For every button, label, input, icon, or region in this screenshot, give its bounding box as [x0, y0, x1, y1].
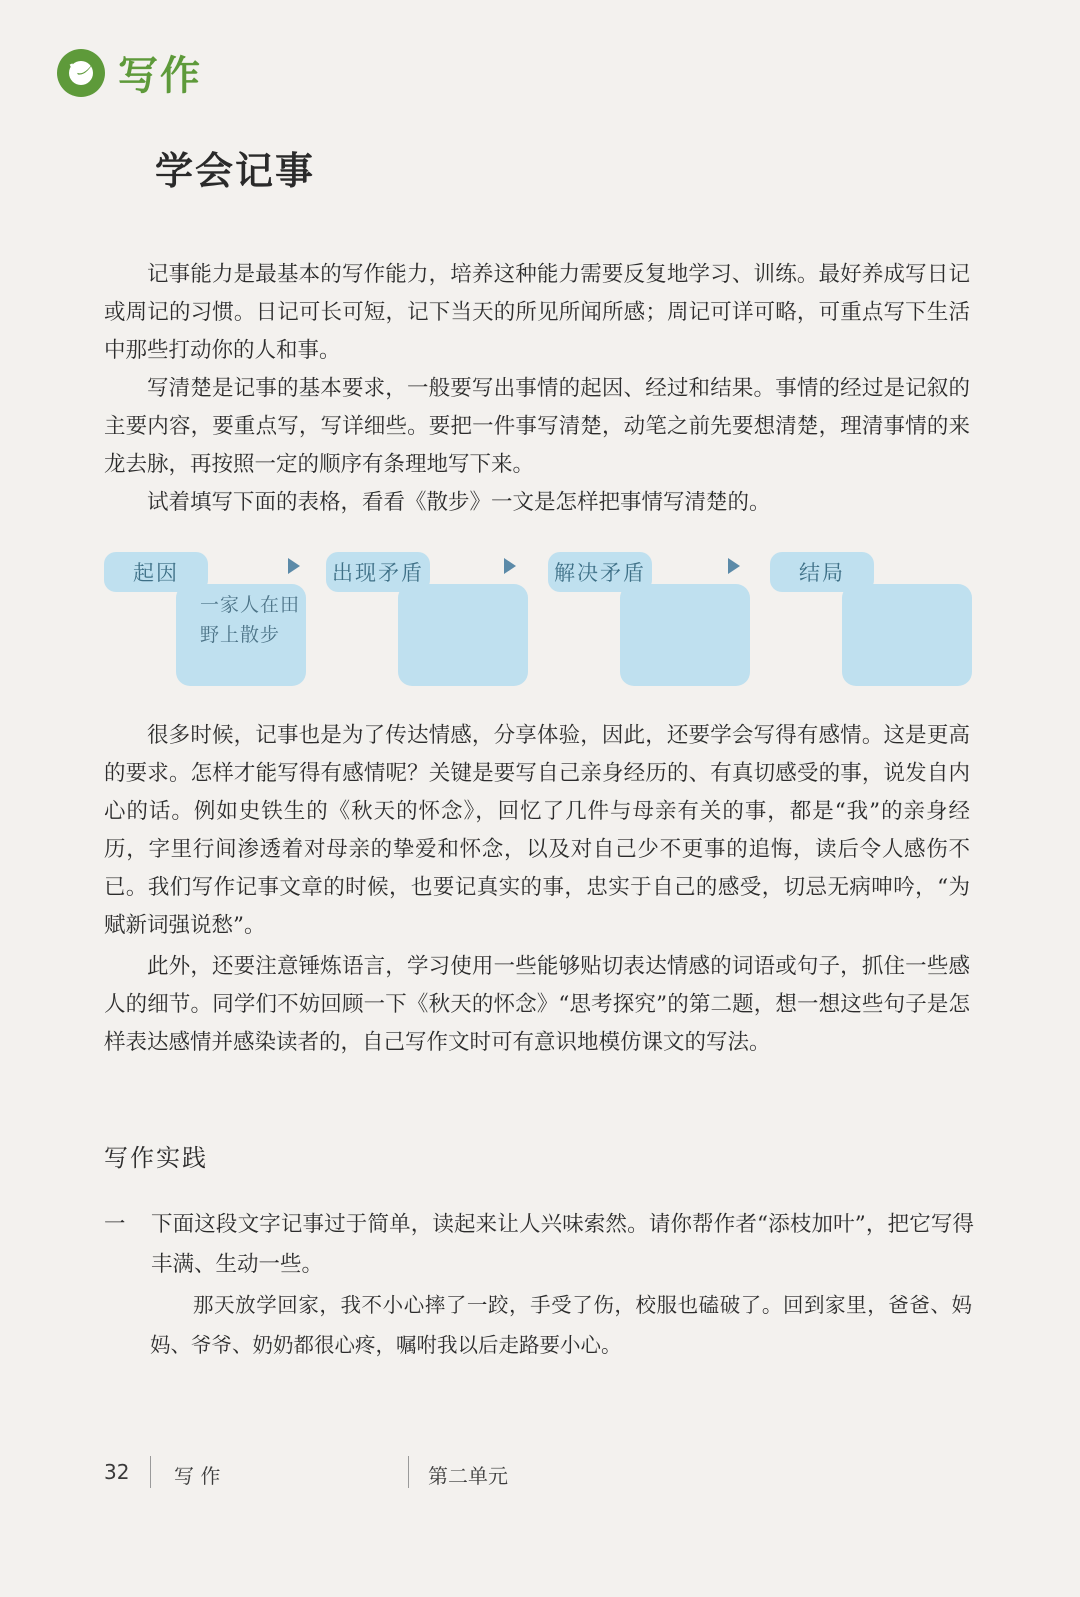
section-header: [56, 44, 202, 101]
paragraph: 写清楚是记事的基本要求，一般要写出事情的起因、经过和结果。事情的经过是记叙的主要内容，要重点写，写详细些。要把一件事写清楚，动笔之前先要想清楚，理清事情的来龙去脉，再按照一定的顺序有条理地写下来。: [104, 376, 970, 477]
practice-heading: 写作实践: [104, 1144, 208, 1172]
pen-leaf-icon: [56, 48, 106, 98]
page-number: 32: [104, 1460, 130, 1484]
flow-box-resolution[interactable]: [620, 584, 750, 686]
arrow-right-icon: [504, 558, 516, 574]
task-excerpt: 那天放学回家，我不小心摔了一跤，手受了伤，校服也磕破了。回到家里，爸爸、妈妈、爷爷、奶奶都很心疼，嘱咐我以后走路要小心。: [150, 1293, 972, 1357]
footer-section: 写 作: [174, 1464, 221, 1488]
flow-box-ending[interactable]: [842, 584, 972, 686]
paragraph: 此外，还要注意锤炼语言，学习使用一些能够贴切表达情感的词语或句子，抓住一些感人的细节。同学们不妨回顾一下《秋天的怀念》“思考探究”的第二题，想一想这些句子是怎样表达感情并感染读者的，自己写作文时可有意识地模仿课文的写法。: [104, 954, 970, 1055]
flow-label-cause: 起因: [104, 552, 208, 592]
task-text: 下面这段文字记事过于简单，读起来让人兴味索然。请你帮作者“添枝加叶”，把它写得丰满、生动一些。: [151, 1212, 974, 1277]
story-structure-table: [104, 548, 974, 688]
paragraph: 试着填写下面的表格，看看《散步》一文是怎样把事情写清楚的。: [147, 490, 771, 515]
arrow-right-icon: [728, 558, 740, 574]
flow-box-conflict[interactable]: [398, 584, 528, 686]
paragraph: 很多时候，记事也是为了传达情感，分享体验，因此，还要学会写得有感情。这是更高的要求。怎样才能写得有感情呢？关键是要写自己亲身经历的、有真切感受的事，说发自内心的话。例如史铁生的《秋天的怀念》，回忆了几件与母亲有关的事，都是“我”的亲身经历，字里行间渗透着对母亲的挚爱和怀念，以及对自己少不更事的追悔，读后令人感伤不已。我们写作记事文章的时候，也要记真实的事，忠实于自己的感受，切忌无病呻吟，“为赋新词强说愁”。: [104, 723, 970, 938]
footer-divider: [408, 1456, 409, 1488]
lesson-title: 学会记事: [155, 149, 316, 193]
section-title: 写作: [118, 53, 202, 99]
flow-label-ending: 结局: [770, 552, 874, 592]
flow-content-cause: 一家人在田野上散步: [200, 594, 301, 646]
paragraph: 记事能力是最基本的写作能力，培养这种能力需要反复地学习、训练。最好养成写日记或周记的习惯。日记可长可短，记下当天的所见所闻所感；周记可详可略，可重点写下生活中那些打动你的人和事。: [104, 262, 970, 363]
arrow-right-icon: [288, 558, 300, 574]
practice-task: [104, 1205, 974, 1285]
task-number: 一: [104, 1212, 126, 1237]
footer-unit: 第二单元: [428, 1464, 508, 1488]
flow-label-resolution: 解决矛盾: [548, 552, 652, 592]
flow-label-conflict: 出现矛盾: [326, 552, 430, 592]
footer-divider: [150, 1456, 151, 1488]
